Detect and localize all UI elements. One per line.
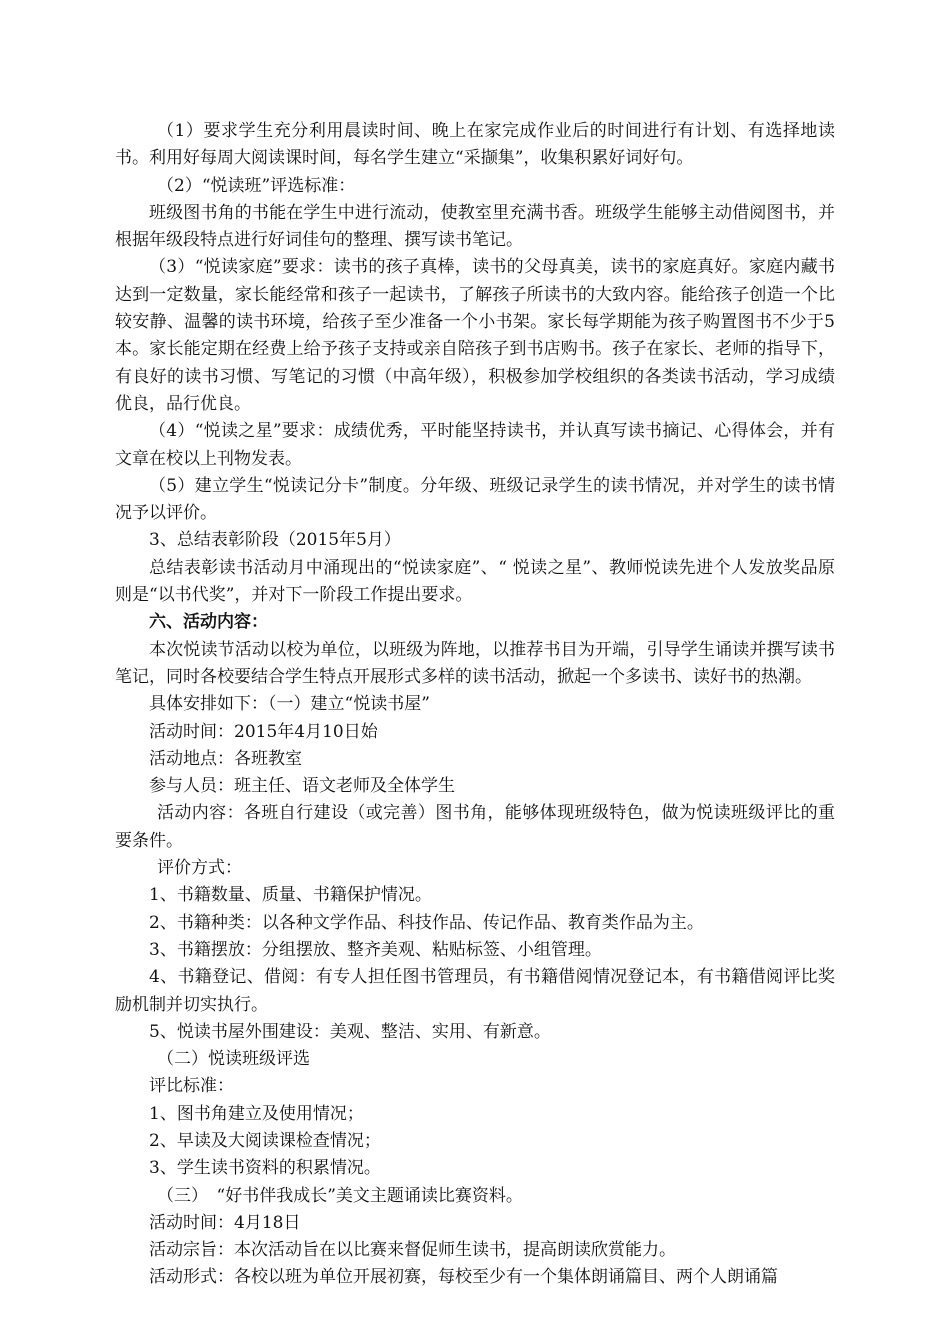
paragraph-contest-form: 活动形式：各校以班为单位开展初赛，每校至少有一个集体朗诵篇目、两个人朗诵篇 [149, 1267, 778, 1288]
paragraph-reading-requirement: （1）要求学生充分利用晨读时间、晚上在家完成作业后的时间进行有计划、有选择地读书。利用好每周大阅读课时间，每名学生建立“采撷集”，收集积累好词好句。 [115, 121, 835, 169]
paragraph-class-criteria: 班级图书角的书能在学生中进行流动，使教室里充满书香。班级学生能够主动借阅图书，并根据年级段特点进行好词佳句的整理、撰写读书笔记。 [115, 202, 835, 251]
paragraph-class-criteria-heading: （2）“悦读班”评选标准： [157, 175, 356, 196]
document-page [115, 118, 835, 1292]
paragraph-recitation-contest: （三） “好书伴我成长”美文主题诵读比赛资料。 [157, 1185, 523, 1206]
list-item: 3、学生读书资料的积累情况。 [149, 1158, 381, 1179]
list-item: 1、图书角建立及使用情况； [149, 1103, 364, 1124]
list-item: 5、悦读书屋外围建设：美观、整洁、实用、有新意。 [149, 1021, 551, 1042]
list-item: 2、早读及大阅读课检查情况； [149, 1130, 381, 1151]
paragraph-activity-place: 活动地点：各班教室 [149, 748, 302, 769]
list-item: 1、书籍数量、质量、书籍保护情况。 [149, 885, 432, 906]
paragraph-summary-stage: 3、总结表彰阶段（2015年5月） [149, 530, 401, 551]
paragraph-class-selection: （二）悦读班级评选 [157, 1049, 310, 1070]
paragraph-contest-time: 活动时间：4月18日 [149, 1212, 301, 1233]
section-heading-activity-content: 六、活动内容： [149, 612, 268, 633]
paragraph-activity-content: 活动内容：各班自行建设（或完善）图书角，能够体现班级特色，做为悦读班级评比的重要条件。 [115, 803, 835, 851]
paragraph-activity-intro: 本次悦读节活动以校为单位，以班级为阵地，以推荐书目为开端，引导学生诵读并撰写读书笔记，同时各校要结合学生特点开展形式多样的读书活动，掀起一个多读书、读好书的热潮。 [115, 639, 835, 687]
paragraph-activity-time: 活动时间：2015年4月10日始 [149, 721, 378, 742]
paragraph-star-requirement: （4）“悦读之星”要求：成绩优秀，平时能坚持读书，并认真写读书摘记、心得体会，并有文章在校以上刊物发表。 [115, 421, 835, 469]
paragraph-participants: 参与人员：班主任、语文老师及全体学生 [149, 776, 455, 797]
paragraph-evaluation-method: 评价方式： [157, 858, 242, 879]
list-item: 2、书籍种类：以各种文学作品、科技作品、传记作品、教育类作品为主。 [149, 912, 704, 933]
paragraph-schedule: 具体安排如下：（一）建立“悦读书屋” [149, 694, 430, 715]
paragraph-family-requirement: （3）“悦读家庭”要求：读书的孩子真棒，读书的父母真美，读书的家庭真好。家庭内藏书达到一定数量，家长能经常和孩子一起读书，了解孩子所读书的大致内容。能给孩子创造一个比较安静、温馨的读书环境，给孩子至少准备一个小书架。家长每学期能为孩子购置图书不少于5本。家长能定期在经费上给予孩子支持或亲自陪孩子到书店购书。孩子在家长、老师的指导下，有良好的读书习惯、写笔记的习惯（中高年级），积极参加学校组织的各类读书活动，学习成绩优良，品行优良。 [115, 257, 835, 414]
list-item: 3、书籍摆放：分组摆放、整齐美观、粘贴标签、小组管理。 [149, 939, 602, 960]
paragraph-contest-purpose: 活动宗旨：本次活动旨在以比赛来督促师生读书，提高朗读欣赏能力。 [149, 1240, 676, 1261]
paragraph-score-card: （5）建立学生“悦读记分卡”制度。分年级、班级记录学生的读书情况，并对学生的读书情况予以评价。 [115, 475, 835, 524]
paragraph-summary-content: 总结表彰读书活动月中涌现出的“悦读家庭”、“ 悦读之星”、教师悦读先进个人发放奖品原则是“以书代奖”，并对下一阶段工作提出要求。 [115, 557, 835, 606]
list-item: 4、书籍登记、借阅：有专人担任图书管理员，有书籍借阅情况登记本，有书籍借阅评比奖励机制并切实执行。 [115, 967, 835, 1015]
paragraph-criteria-heading: 评比标准： [149, 1076, 234, 1097]
